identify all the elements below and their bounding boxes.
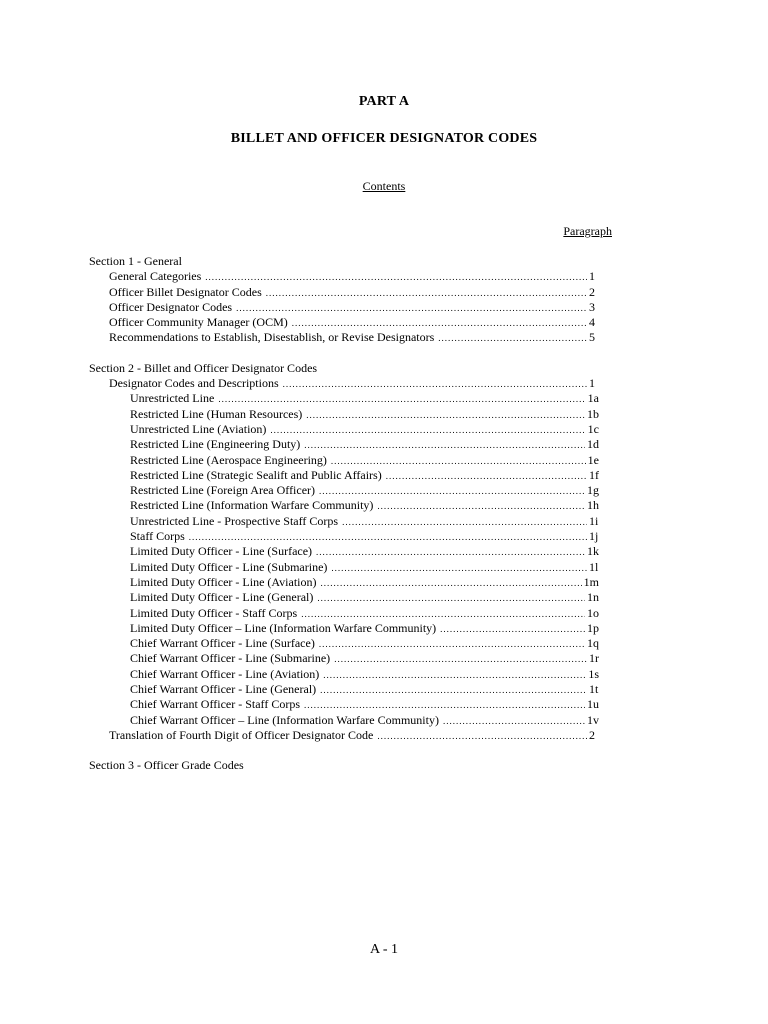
dot-leader bbox=[317, 591, 585, 606]
section-spacer bbox=[89, 743, 599, 758]
toc-entry-label: Chief Warrant Officer - Line (Surface) bbox=[130, 636, 315, 651]
toc-entry bbox=[89, 330, 599, 345]
toc-entry bbox=[89, 560, 599, 575]
toc-entry-label: Officer Designator Codes bbox=[109, 299, 233, 314]
toc-entry bbox=[89, 621, 599, 636]
dot-leader bbox=[331, 454, 586, 469]
toc-entry bbox=[89, 483, 599, 498]
toc-entry-label: Recommendations to Establish, Disestablish, or Revise Designators bbox=[109, 330, 435, 345]
toc-entry-label: Limited Duty Officer - Line (General) bbox=[130, 590, 314, 605]
dot-leader bbox=[342, 515, 587, 530]
toc-entry-paragraph: 1a bbox=[587, 391, 599, 406]
toc-entry bbox=[89, 514, 599, 529]
toc-entry-paragraph: 1o bbox=[587, 605, 599, 620]
section-3-heading: Section 3 - Officer Grade Codes bbox=[89, 758, 244, 773]
toc-entry-label: Restricted Line (Engineering Duty) bbox=[130, 437, 301, 452]
toc-entry bbox=[89, 315, 599, 330]
toc-entry bbox=[89, 422, 599, 437]
toc-entry-paragraph: 3 bbox=[589, 299, 595, 314]
section-2-sub-entries bbox=[89, 391, 599, 728]
toc-entry-label: Unrestricted Line bbox=[130, 391, 215, 406]
toc-entry-paragraph: 1u bbox=[587, 697, 599, 712]
toc-entry-paragraph: 1s bbox=[588, 666, 599, 681]
toc-entry bbox=[89, 606, 599, 621]
toc-entry bbox=[89, 590, 599, 605]
dot-leader bbox=[292, 316, 587, 331]
toc-entry-paragraph: 1n bbox=[587, 590, 599, 605]
toc-entry bbox=[89, 407, 599, 422]
toc-entry-label: Staff Corps bbox=[130, 529, 185, 544]
toc-entry-paragraph: 1g bbox=[587, 483, 599, 498]
toc-entry-label: Officer Billet Designator Codes bbox=[109, 284, 262, 299]
toc-entry-paragraph: 1v bbox=[587, 712, 599, 727]
toc-entry-paragraph: 1j bbox=[589, 529, 599, 544]
toc-entry-paragraph: 1t bbox=[589, 682, 599, 697]
dot-leader bbox=[304, 438, 585, 453]
toc-entry-paragraph: 1 bbox=[589, 269, 595, 284]
dot-leader bbox=[270, 423, 585, 438]
toc-entry-label: Designator Codes and Descriptions bbox=[109, 376, 279, 391]
toc-entry bbox=[89, 697, 599, 712]
dot-leader bbox=[189, 530, 587, 545]
dot-leader bbox=[319, 484, 585, 499]
document-title: BILLET AND OFFICER DESIGNATOR CODES bbox=[230, 131, 538, 146]
paragraph-column-heading: Paragraph bbox=[563, 224, 612, 238]
toc-entry-label: Restricted Line (Foreign Area Officer) bbox=[130, 483, 316, 498]
dot-leader bbox=[306, 408, 585, 423]
toc-entry-label: Restricted Line (Human Resources) bbox=[130, 406, 303, 421]
toc-entry-label: Restricted Line (Strategic Sealift and Public Affairs) bbox=[130, 467, 382, 482]
toc-entry-paragraph: 1p bbox=[587, 620, 599, 635]
page-number: A - 1 bbox=[370, 942, 398, 957]
dot-leader bbox=[440, 622, 585, 637]
dot-leader bbox=[323, 668, 586, 683]
dot-leader bbox=[331, 561, 587, 576]
toc-entry bbox=[89, 468, 599, 483]
dot-leader bbox=[377, 729, 587, 744]
toc-entry bbox=[89, 667, 599, 682]
toc-entry-label: Officer Community Manager (OCM) bbox=[109, 315, 288, 330]
toc-entry-paragraph: 1f bbox=[589, 467, 599, 482]
section-1-heading: Section 1 - General bbox=[89, 254, 182, 268]
toc-entry bbox=[89, 682, 599, 697]
toc-entry-paragraph: 1r bbox=[589, 651, 599, 666]
dot-leader bbox=[320, 683, 587, 698]
toc-entry bbox=[89, 575, 599, 590]
toc-entry bbox=[89, 529, 599, 544]
contents-heading: Contents bbox=[362, 179, 406, 193]
toc-entry bbox=[89, 376, 599, 391]
toc-entry-paragraph: 1l bbox=[589, 559, 599, 574]
toc-entry-label: Chief Warrant Officer - Staff Corps bbox=[130, 697, 300, 712]
dot-leader bbox=[266, 286, 587, 301]
toc-entry bbox=[89, 544, 599, 559]
dot-leader bbox=[301, 607, 585, 622]
toc-entry bbox=[89, 713, 599, 728]
toc-entry-paragraph: 1q bbox=[587, 636, 599, 651]
toc-entry-label: Restricted Line (Information Warfare Community) bbox=[130, 498, 374, 513]
toc-entry-label: Limited Duty Officer - Line (Submarine) bbox=[130, 559, 328, 574]
dot-leader bbox=[443, 714, 585, 729]
dot-leader bbox=[205, 270, 587, 285]
toc-entry-paragraph: 1h bbox=[587, 498, 599, 513]
dot-leader bbox=[283, 377, 587, 392]
toc-entry-paragraph: 1e bbox=[587, 452, 599, 467]
dot-leader bbox=[438, 331, 587, 346]
toc-entry-paragraph: 5 bbox=[589, 330, 595, 345]
toc-entry-label: Unrestricted Line - Prospective Staff Corps bbox=[130, 513, 339, 528]
toc-entry-label: Limited Duty Officer - Line (Aviation) bbox=[130, 574, 317, 589]
section-1-entries bbox=[89, 269, 599, 345]
toc-entry bbox=[89, 391, 599, 406]
toc-entry bbox=[89, 300, 599, 315]
table-of-contents bbox=[89, 254, 599, 774]
toc-entry-paragraph: 4 bbox=[589, 315, 595, 330]
toc-entry-label: General Categories bbox=[109, 269, 202, 284]
dot-leader bbox=[377, 499, 585, 514]
dot-leader bbox=[321, 576, 582, 591]
toc-entry-paragraph: 2 bbox=[589, 727, 595, 742]
toc-entry bbox=[89, 636, 599, 651]
toc-entry-label: Chief Warrant Officer - Line (Submarine) bbox=[130, 651, 331, 666]
toc-entry-paragraph: 2 bbox=[589, 284, 595, 299]
toc-entry-label: Restricted Line (Aerospace Engineering) bbox=[130, 452, 327, 467]
section-spacer bbox=[89, 346, 599, 361]
toc-entry-label: Limited Duty Officer – Line (Information Warfare Community) bbox=[130, 620, 437, 635]
part-heading: PART A bbox=[358, 94, 410, 109]
toc-entry-paragraph: 1i bbox=[589, 513, 599, 528]
dot-leader bbox=[316, 545, 585, 560]
toc-entry bbox=[89, 728, 599, 743]
toc-entry-label: Unrestricted Line (Aviation) bbox=[130, 421, 267, 436]
toc-entry-paragraph: 1d bbox=[587, 437, 599, 452]
toc-entry-paragraph: 1c bbox=[587, 421, 599, 436]
toc-entry-paragraph: 1m bbox=[583, 574, 599, 589]
toc-entry bbox=[89, 453, 599, 468]
section-2-heading: Section 2 - Billet and Officer Designator Codes bbox=[89, 360, 318, 375]
toc-entry bbox=[89, 498, 599, 513]
toc-entry bbox=[89, 269, 599, 284]
toc-entry-paragraph: 1 bbox=[589, 376, 595, 391]
toc-entry-label: Limited Duty Officer - Line (Surface) bbox=[130, 544, 313, 559]
dot-leader bbox=[218, 392, 585, 407]
toc-entry-paragraph: 1b bbox=[587, 406, 599, 421]
dot-leader bbox=[236, 301, 587, 316]
dot-leader bbox=[304, 698, 585, 713]
toc-entry-label: Chief Warrant Officer – Line (Information Warfare Community) bbox=[130, 712, 439, 727]
toc-entry-label: Chief Warrant Officer - Line (General) bbox=[130, 682, 317, 697]
toc-entry-label: Chief Warrant Officer - Line (Aviation) bbox=[130, 666, 320, 681]
dot-leader bbox=[319, 637, 585, 652]
toc-entry bbox=[89, 285, 599, 300]
toc-entry bbox=[89, 437, 599, 452]
dot-leader bbox=[334, 652, 587, 667]
dot-leader bbox=[386, 469, 587, 484]
toc-entry-paragraph: 1k bbox=[587, 544, 599, 559]
toc-entry bbox=[89, 651, 599, 666]
toc-entry-label: Limited Duty Officer - Staff Corps bbox=[130, 605, 298, 620]
toc-entry-label: Translation of Fourth Digit of Officer Designator Code bbox=[109, 727, 374, 742]
